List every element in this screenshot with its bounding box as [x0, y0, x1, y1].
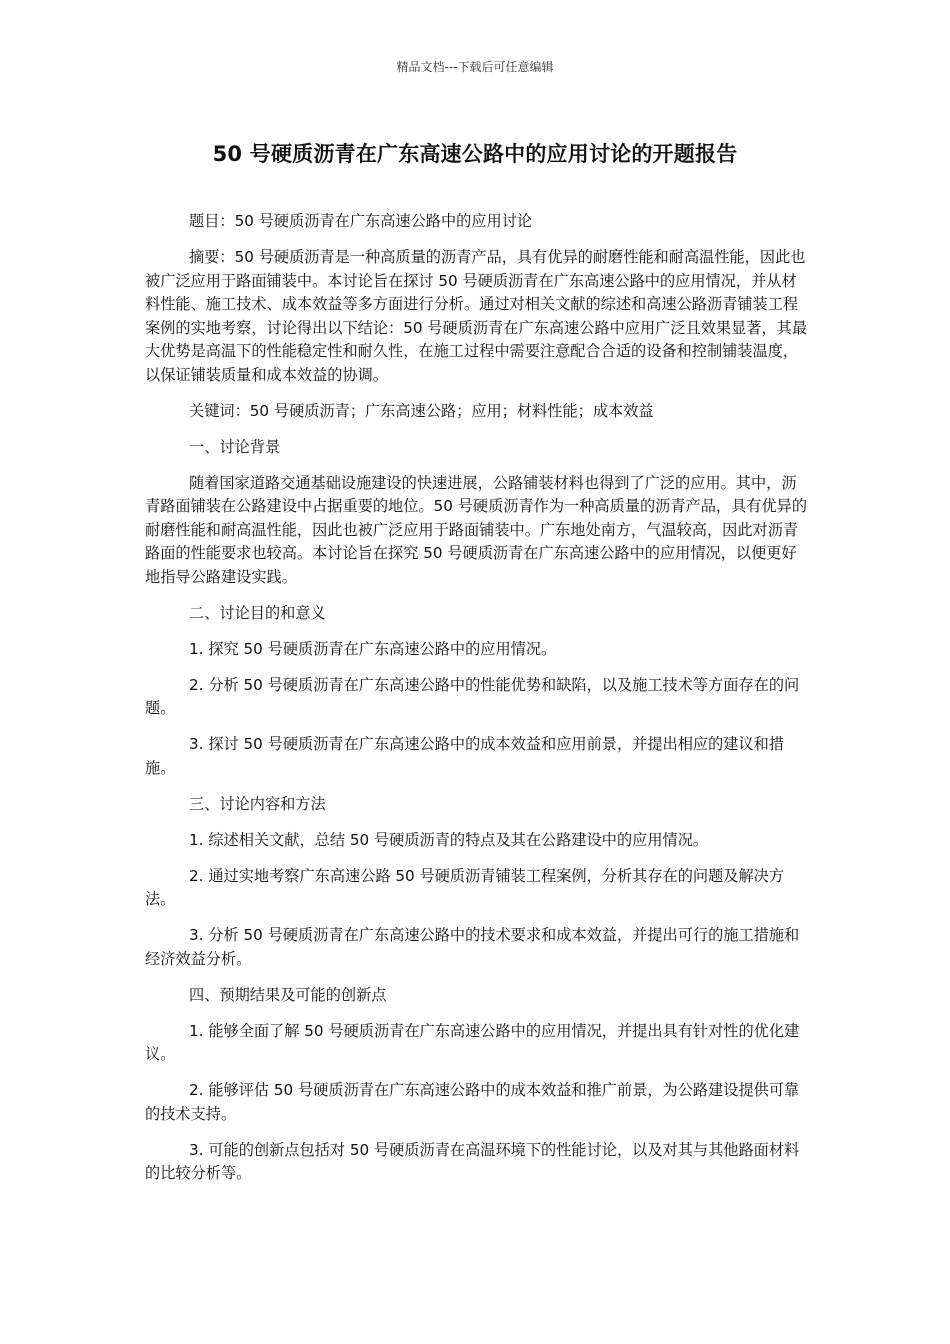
list-item-method-1: 1. 综述相关文献，总结 50 号硬质沥青的特点及其在公路建设中的应用情况。	[189, 830, 709, 849]
list-item-method-3: 3. 分析 50 号硬质沥青在广东高速公路中的技术要求和成本效益，并提出可行的施工措施和经济效益分析。	[145, 926, 800, 968]
section-heading-results: 四、预期结果及可能的创新点	[189, 985, 387, 1004]
list-item-purpose-2: 2. 分析 50 号硬质沥青在广东高速公路中的性能优势和缺陷，以及施工技术等方面存在的问题。	[145, 675, 800, 717]
paragraph-keywords: 关键词：50 号硬质沥青；广东高速公路；应用；材料性能；成本效益	[189, 401, 654, 420]
list-item-result-2: 2. 能够评估 50 号硬质沥青在广东高速公路中的成本效益和推广前景，为公路建设提供可靠的技术支持。	[145, 1081, 800, 1123]
page-header: 精品文档---下载后可任意编辑	[396, 60, 554, 74]
document-body	[145, 210, 809, 1198]
list-item-method-2: 2. 通过实地考察广东高速公路 50 号硬质沥青铺装工程案例，分析其存在的问题及解决方法。	[145, 866, 785, 908]
section-heading-purpose: 二、讨论目的和意义	[189, 603, 326, 622]
document-title: 50 号硬质沥青在广东高速公路中的应用讨论的开题报告	[212, 142, 738, 166]
list-item-result-3: 3. 可能的创新点包括对 50 号硬质沥青在高温环境下的性能讨论，以及对其与其他路面材料的比较分析等。	[145, 1140, 800, 1182]
paragraph-background: 随着国家道路交通基础设施建设的快速进展，公路铺装材料也得到了广泛的应用。其中，沥青路面铺装在公路建设中占据重要的地位。50 号硬质沥青作为一种高质量的沥青产品，具有优异的耐磨性能和耐高温性能，因此也被广泛应用于路面铺装中。广东地处南方，气温较高，因此对沥青路面的性能要求也较高。本讨论旨在探究 50 号硬质沥青在广东高速公路中的应用情况，以便更好地指导公路建设实践。	[145, 473, 808, 586]
paragraph-abstract: 摘要：50 号硬质沥青是一种高质量的沥青产品，具有优异的耐磨性能和耐高温性能，因此也被广泛应用于路面铺装中。本讨论旨在探讨 50 号硬质沥青在广东高速公路中的应用情况，并从材料性能、施工技术、成本效益等多方面进行分析。通过对相关文献的综述和高速公路沥青铺装工程案例的实地考察，讨论得出以下结论：50 号硬质沥青在广东高速公路中应用广泛且效果显著，其最大优势是高温下的性能稳定性和耐久性，在施工过程中需要注意配合合适的设备和控制铺装温度，以保证铺装质量和成本效益的协调。	[145, 248, 808, 384]
list-item-result-1: 1. 能够全面了解 50 号硬质沥青在广东高速公路中的应用情况，并提出具有针对性的优化建议。	[145, 1021, 800, 1063]
paragraph-topic: 题目：50 号硬质沥青在广东高速公路中的应用讨论	[189, 212, 533, 230]
list-item-purpose-3: 3. 探讨 50 号硬质沥青在广东高速公路中的成本效益和应用前景，并提出相应的建议和措施。	[145, 735, 785, 777]
section-heading-methods: 三、讨论内容和方法	[189, 794, 326, 813]
section-heading-background: 一、讨论背景	[189, 437, 281, 456]
list-item-purpose-1: 1. 探究 50 号硬质沥青在广东高速公路中的应用情况。	[189, 639, 557, 658]
